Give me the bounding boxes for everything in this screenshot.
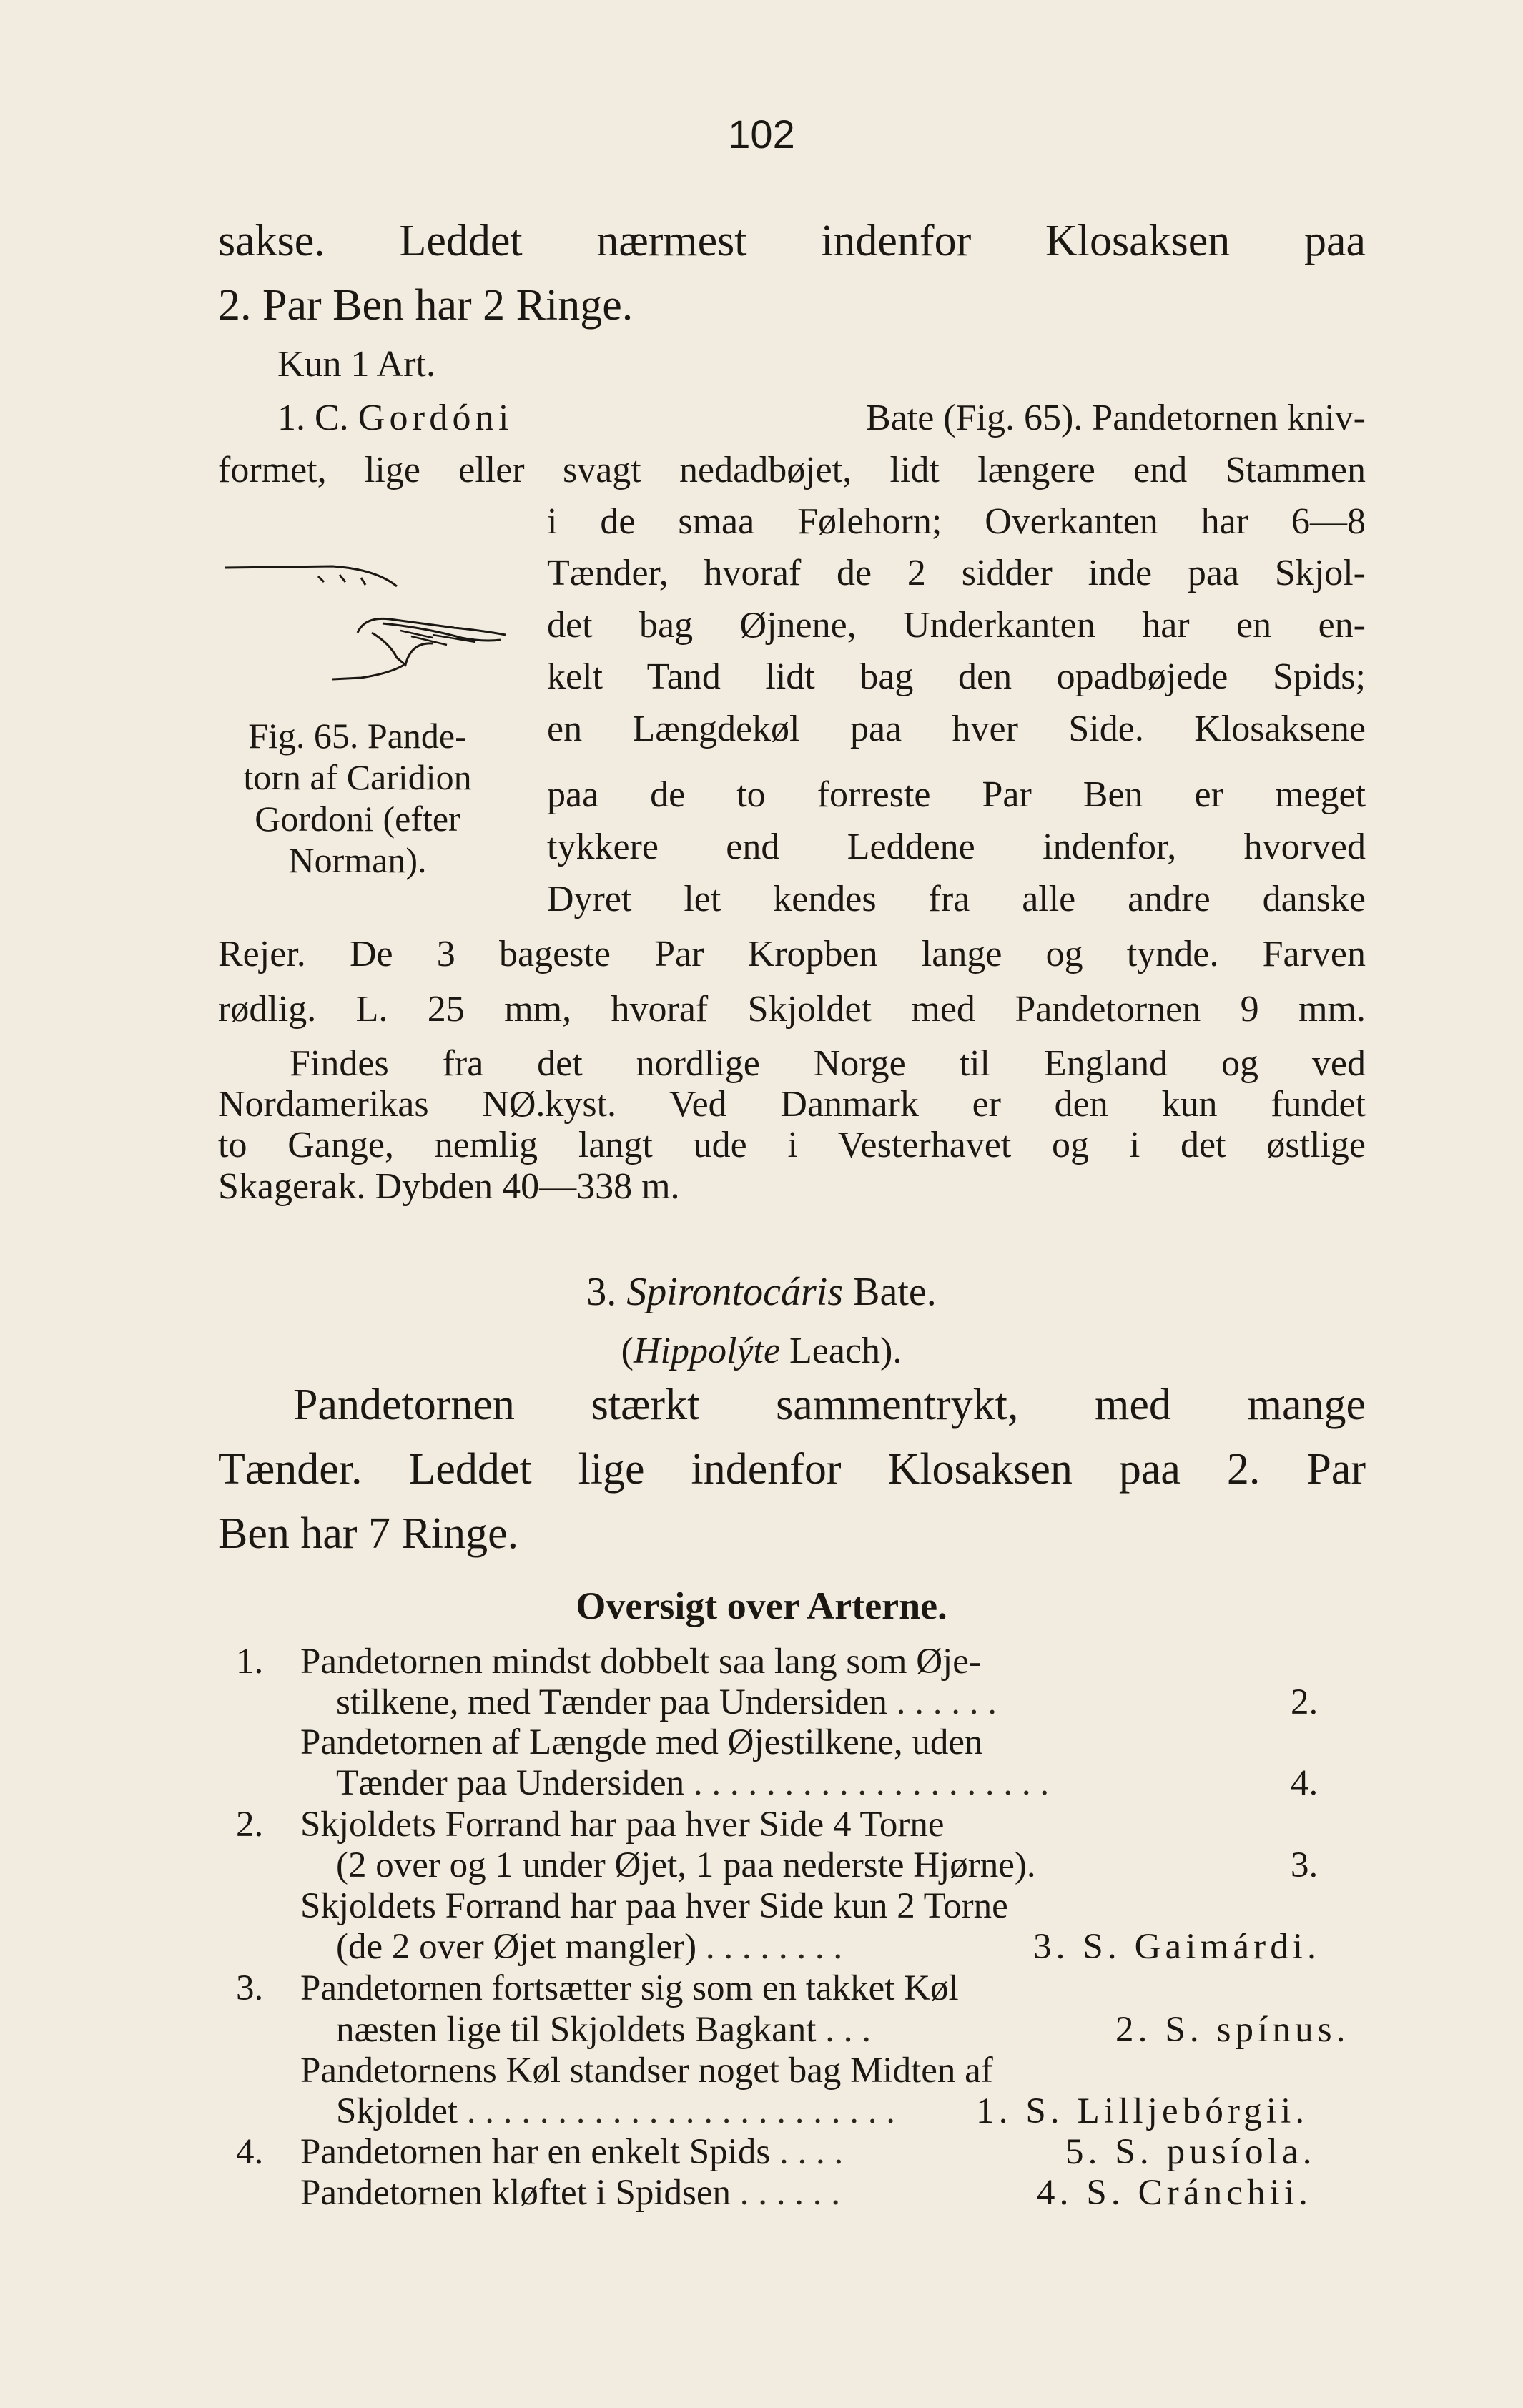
key-text: (2 over og 1 under Øjet, 1 paa nederste Hjørne).: [336, 1845, 1036, 1885]
key-text: Skjoldets Forrand har paa hver Side kun 2 Torne: [300, 1886, 1008, 1926]
key-text: Pandetornen har en enkelt Spids . . . .: [300, 2132, 844, 2172]
caption-line: Fig. 65. Pande-: [248, 716, 467, 756]
key-text: Pandetornen af Længde med Øjestilkene, uden: [300, 1722, 983, 1762]
para1-line1: sakse. Leddet nærmest indenfor Klosaksen paa: [218, 217, 1366, 265]
species1-name: Gordóni: [358, 398, 513, 438]
key-heading: Oversigt over Arterne.: [576, 1584, 947, 1627]
synonym-name: Hippolýte: [633, 1331, 781, 1371]
caption-line: torn af Caridion: [243, 757, 472, 797]
key-text: Pandetornen kløftet i Spidsen . . . . . .: [300, 2173, 840, 2213]
key-num: 4.: [236, 2132, 264, 2172]
key-text: Skjoldets Forrand har paa hver Side 4 Torne: [300, 1805, 945, 1845]
findes-line1: Findes fra det nordlige Norge til England og ved: [290, 1043, 1366, 1084]
key-text: næsten lige til Skjoldets Bagkant . . .: [336, 2010, 871, 2050]
genus-desc-2: Tænder. Leddet lige indenfor Klosaksen paa 2. Par: [218, 1445, 1366, 1494]
key-ref: 4. S. Cránchii.: [1037, 2173, 1313, 2213]
key-ref: 3. S. Gaimárdi.: [1033, 1927, 1321, 1967]
key-num: 2.: [236, 1805, 264, 1845]
key-num: 3.: [236, 1968, 264, 2008]
species1-rejer: Rejer. De 3 bageste Par Kropben lange og tynde. Farven: [218, 934, 1366, 974]
page-number: 102: [728, 112, 795, 157]
genus-synonym: (Hippolýte Leach).: [621, 1331, 902, 1371]
species1-wrap-4: kelt Tand lidt bag den opadbøjede Spids;: [547, 656, 1366, 697]
species1-wrap-6: paa de to forreste Par Ben er meget: [547, 774, 1366, 815]
findes-line2: Nordamerikas NØ.kyst. Ved Danmark er den kun fundet: [218, 1084, 1366, 1125]
species1-wrap-2: Tænder, hvoraf de 2 sidder inde paa Skjol-: [547, 553, 1366, 593]
genus-desc-1: Pandetornen stærkt sammentrykt, med mange: [293, 1381, 1366, 1429]
genus-number: 3.: [586, 1270, 617, 1314]
species1-wrap-1: i de smaa Følehorn; Overkanten har 6—8: [547, 501, 1366, 542]
key-text: Pandetornen mindst dobbelt saa lang som Øje-: [300, 1642, 981, 1682]
species1-wrap-5: en Længdekøl paa hver Side. Klosaksene: [547, 709, 1366, 749]
key-text: stilkene, med Tænder paa Undersiden . . . . . .: [336, 1682, 997, 1722]
species1-prefix: 1. C.: [277, 398, 349, 438]
synonym-author: Leach).: [789, 1331, 902, 1371]
key-ref: 5. S. pusíola.: [1065, 2132, 1316, 2172]
species1-wrap-8: Dyret let kendes fra alle andre danske: [547, 879, 1366, 919]
key-ref: 4.: [1291, 1763, 1319, 1803]
genus-name: Spirontocáris: [626, 1270, 844, 1314]
findes-line4: Skagerak. Dybden 40—338 m.: [218, 1166, 680, 1207]
species1-wrap-7: tykkere end Leddene indenfor, hvorved: [547, 826, 1366, 867]
key-text: Pandetornen fortsætter sig som en takket Køl: [300, 1968, 959, 2008]
species1-wrap-3: det bag Øjnene, Underkanten har en en-: [547, 605, 1366, 646]
key-text: Pandetornens Køl standser noget bag Midten af: [300, 2051, 993, 2091]
key-ref: 2.: [1291, 1682, 1319, 1722]
key-text: Skjoldet . . . . . . . . . . . . . . . . . . . . . . . .: [336, 2091, 896, 2131]
species1-line2: formet, lige eller svagt nedadbøjet, lidt længere end Stammen: [218, 450, 1366, 490]
kun-line: Kun 1 Art.: [277, 344, 435, 385]
key-num: 1.: [236, 1642, 264, 1682]
caridion-rostrum-figure: [218, 551, 518, 694]
species1-rodlig: rødlig. L. 25 mm, hvoraf Skjoldet med Pandetornen 9 mm.: [218, 989, 1366, 1030]
caption-line: Norman).: [288, 840, 427, 880]
genus-heading: [0, 1269, 1523, 1315]
key-ref: 1. S. Lilljebórgii.: [976, 2091, 1309, 2131]
species1-heading: [277, 397, 1366, 439]
key-text: Tænder paa Undersiden . . . . . . . . . . . . . . . . . . . .: [336, 1763, 1050, 1803]
key-text: (de 2 over Øjet mangler) . . . . . . . .: [336, 1927, 843, 1967]
species1-rest: Bate (Fig. 65). Pandetornen kniv-: [866, 398, 1366, 438]
genus-desc-3: Ben har 7 Ringe.: [218, 1509, 519, 1558]
genus-author: Bate.: [853, 1270, 937, 1314]
caption-line: Gordoni (efter: [255, 799, 460, 839]
key-ref: 2. S. spínus.: [1115, 2010, 1350, 2050]
para1-line2: 2. Par Ben har 2 Ringe.: [218, 281, 634, 330]
key-ref: 3.: [1291, 1845, 1319, 1885]
findes-line3: to Gange, nemlig langt ude i Vesterhavet og i det østlige: [218, 1125, 1366, 1165]
figure-caption: [215, 715, 501, 881]
